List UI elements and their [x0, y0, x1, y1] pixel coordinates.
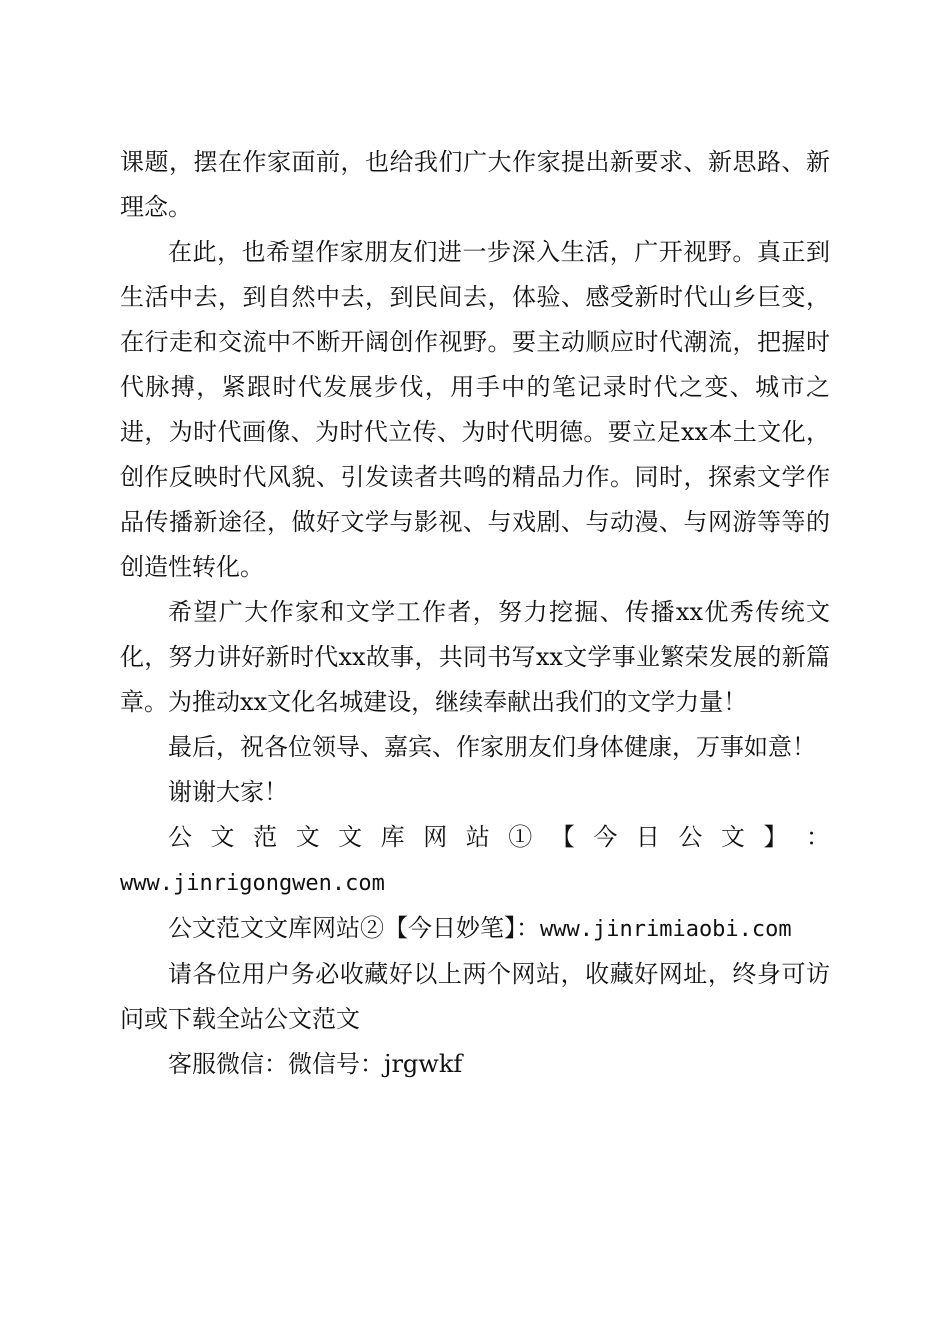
- site2-url[interactable]: www.jinrimiaobi.com: [540, 917, 792, 942]
- site2-label: 公文范文文库网站②【今日妙笔】：: [168, 914, 540, 942]
- paragraph-5: 谢谢大家！: [168, 778, 288, 806]
- service-paragraph: 客服微信：微信号：jrgwkf: [168, 1050, 463, 1078]
- paragraph-2: 在此，也希望作家朋友们进一步深入生活，广开视野。真正到生活中去，到自然中去，到民间去，体验、感受新时代山乡巨变，在行走和交流中不断开阔创作视野。要主动顺应时代潮流，把握时代脉搏，紧跟时代发展步伐，用手中的笔记录时代之变、城市之进，为时代画像、为时代立传、为时代明德。要立足xx本土文化，创作反映时代风貌、引发读者共鸣的精品力作。同时，探索文学作品传播新途径，做好文学与影视、与戏剧、与动漫、与网游等等的创造性转化。: [120, 238, 830, 581]
- site1-url[interactable]: www.jinrigongwen.com: [120, 871, 385, 896]
- notice-paragraph: 请各位用户务必收藏好以上两个网站，收藏好网址，终身可访问或下载全站公文范文: [120, 960, 830, 1033]
- paragraph-3: 希望广大作家和文学工作者，努力挖掘、传播xx优秀传统文化，努力讲好新时代xx故事，共同书写xx文学事业繁荣发展的新篇章。为推动xx文化名城建设，继续奉献出我们的文学力量！: [120, 598, 830, 716]
- paragraph-4: 最后，祝各位领导、嘉宾、作家朋友们身体健康，万事如意！: [168, 733, 816, 761]
- site2-line: [120, 906, 830, 952]
- paragraph-1: 课题，摆在作家面前，也给我们广大作家提出新要求、新思路、新理念。: [120, 148, 830, 221]
- site1-label: 公 文 范 文 文 库 网 站 ① 【 今 日 公 文 】 ：: [168, 823, 830, 851]
- site1-line: [120, 860, 830, 906]
- document-body: [120, 140, 830, 1087]
